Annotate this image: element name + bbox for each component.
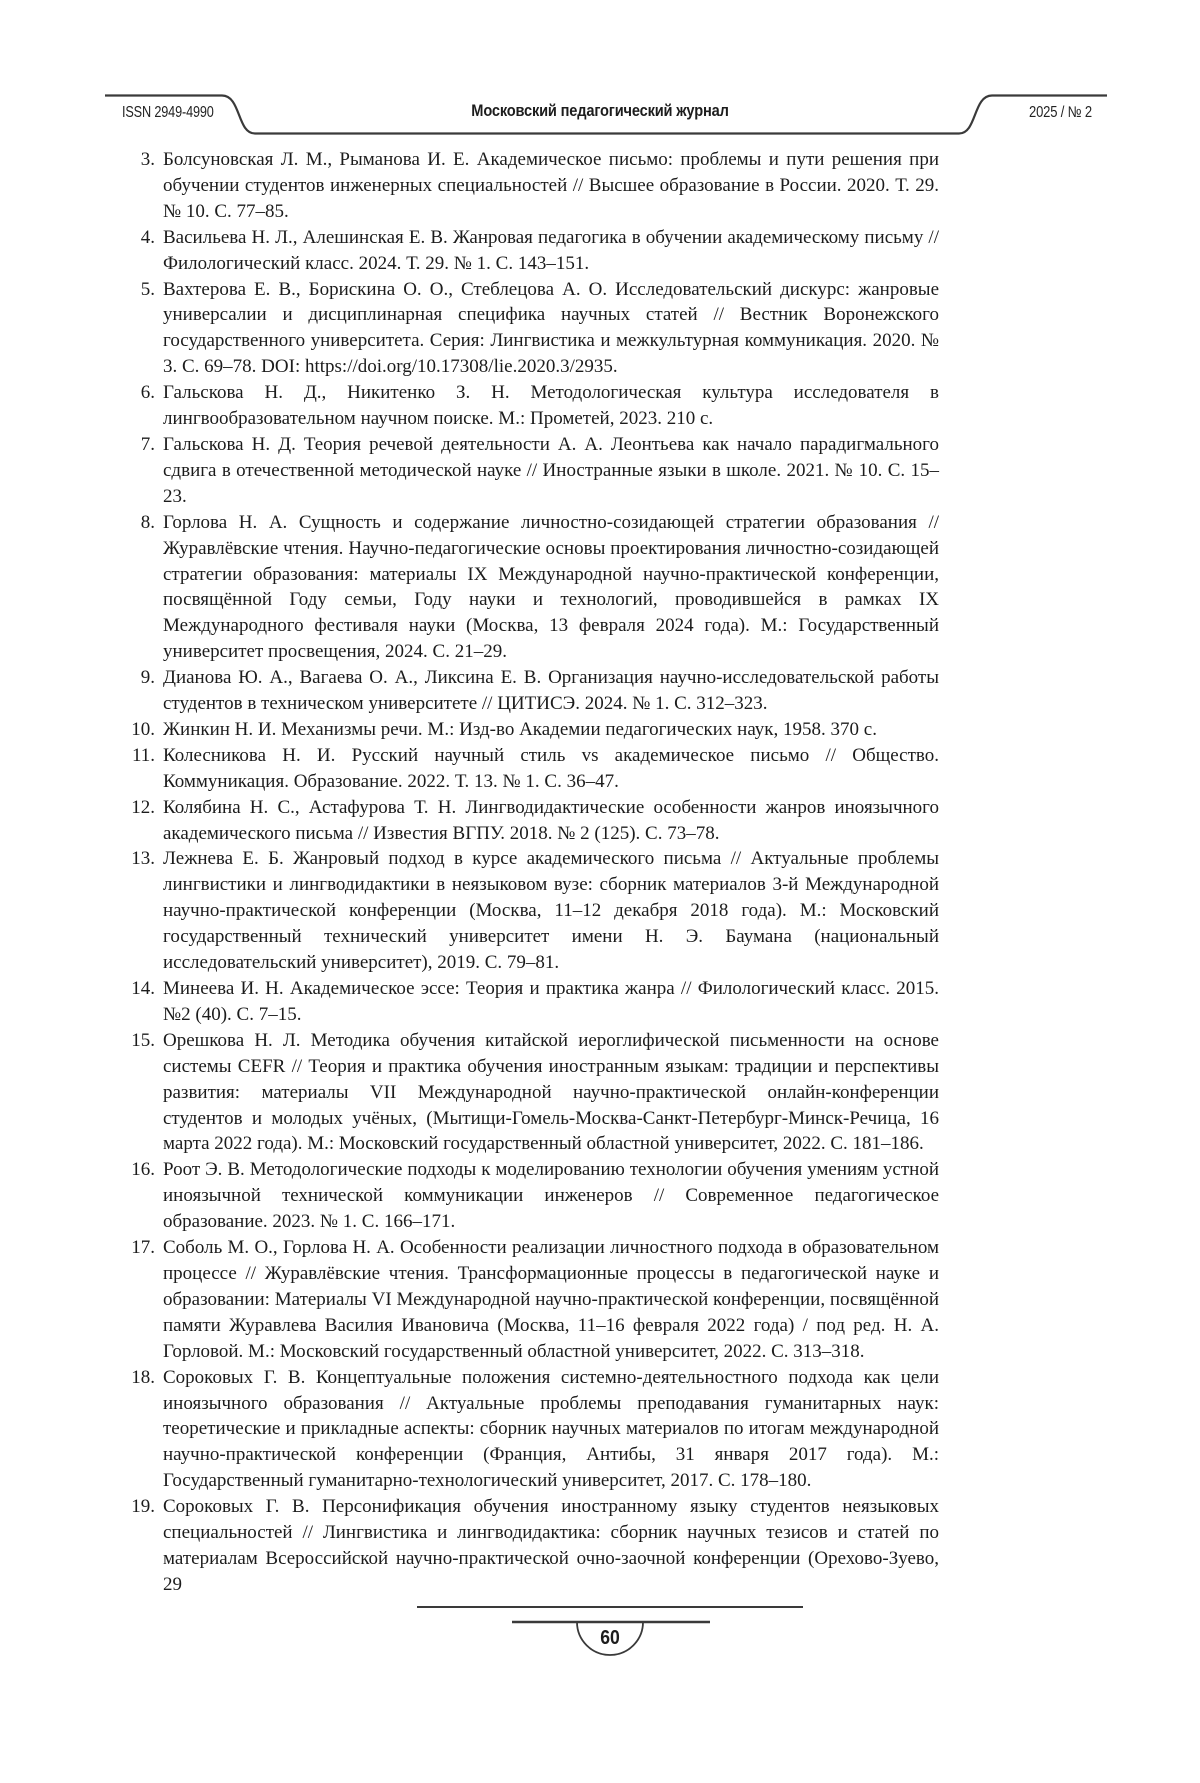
reference-number: 19. bbox=[131, 1496, 155, 1518]
reference-item bbox=[131, 1235, 939, 1365]
reference-text: Гальскова Н. Д. Теория речевой деятельности А. А. Леонтьева как начало парадигмального сдвига в отечественной методической науке // Иностранные языки в школе. 2021. № 10. С. 15–23. bbox=[163, 433, 939, 507]
reference-item bbox=[131, 665, 939, 717]
reference-number: 16. bbox=[131, 1159, 155, 1181]
reference-item bbox=[131, 432, 939, 510]
reference-number: 3. bbox=[140, 149, 155, 170]
reference-text: Горлова Н. А. Сущность и содержание личностно-созидающей стратегии образования // Журавлёвские чтения. Научно-педагогические основы проектирования личностно-созидающей стратегии образования: материалы IX Международной научно-практической конференции, посвящённой Году семьи, Году науки и технологий, проводившейся в рамках IX Международного фестиваля науки (Москва, 13 февраля 2024 года). М.: Государственный университет просвещения, 2024. С. 21–29. bbox=[163, 511, 939, 663]
reference-text: Вахтерова Е. В., Борискина О. О., Стеблецова А. О. Исследовательский дискурс: жанровые универсалии и дисциплинарная специфика научных статей // Вестник Воронежского государственного университета. Серия: Лингвистика и межкультурная коммуникация. 2020. № 3. С. 69–78. DOI: https://doi.org/10.17308/lie.2020.3/2935. bbox=[163, 278, 939, 378]
reference-item bbox=[131, 795, 939, 847]
reference-text: Гальскова Н. Д., Никитенко З. Н. Методологическая культура исследователя в лингвообразовательном научном поиске. М.: Прометей, 2023. 210 с. bbox=[163, 382, 939, 430]
reference-number: 6. bbox=[140, 382, 155, 404]
reference-number: 17. bbox=[131, 1237, 155, 1259]
header-rule bbox=[0, 0, 1200, 170]
reference-text: Минеева И. Н. Академическое эссе: Теория и практика жанра // Филологический класс. 2015. №2 (40). С. 7–15. bbox=[163, 978, 939, 1025]
reference-item bbox=[131, 1028, 939, 1158]
reference-number: 14. bbox=[131, 978, 155, 999]
reference-number: 15. bbox=[131, 1029, 155, 1051]
reference-item bbox=[131, 277, 939, 381]
reference-item bbox=[131, 380, 939, 432]
reference-item bbox=[131, 147, 939, 225]
reference-item bbox=[131, 510, 939, 665]
reference-text: Соболь М. О., Горлова Н. А. Особенности реализации личностного подхода в образовательном процессе // Журавлёвские чтения. Трансформационные процессы в педагогической науке и образовании: Материалы VI Международной научно-практической конференции, посвящённой памяти Журавлева Василия Ивановича (Москва, 11–16 февраля 2022 года) / под ред. Н. А. Горловой. М.: Московский государственный областной университет, 2022. С. 313–318. bbox=[163, 1237, 939, 1362]
reference-text: Сороковых Г. В. Персонификация обучения иностранному языку студентов неязыковых специальностей // Лингвистика и лингводидактика: сборник научных тезисов и статей по материалам Всероссийской научно-практической очно-заочной конференции (Орехово-Зуево, 29 bbox=[163, 1496, 939, 1595]
reference-text: Васильева Н. Л., Алешинская Е. В. Жанровая педагогика в обучении академическому письму // Филологический класс. 2024. Т. 29. № 1. С. 143–151. bbox=[163, 226, 939, 274]
reference-item bbox=[131, 717, 939, 743]
reference-item bbox=[131, 1494, 939, 1598]
reference-number: 5. bbox=[140, 278, 155, 300]
page-number: 60 bbox=[600, 1627, 620, 1649]
reference-item bbox=[131, 1365, 939, 1495]
reference-item bbox=[131, 1157, 939, 1235]
issn-label: ISSN 2949-4990 bbox=[122, 104, 214, 121]
reference-item bbox=[131, 976, 939, 1028]
reference-number: 12. bbox=[131, 796, 155, 818]
reference-text: Роот Э. В. Методологические подходы к моделированию технологии обучения умениям устной иноязычной технической коммуникации инженеров // Современное педагогическое образование. 2023. № 1. С. 166–171. bbox=[163, 1159, 939, 1233]
reference-number: 10. bbox=[131, 718, 155, 740]
reference-text: Колесникова Н. И. Русский научный стиль vs академическое письмо // Общество. Коммуникация. Образование. 2022. Т. 13. № 1. С. 36–47. bbox=[163, 744, 939, 792]
reference-text: Лежнева Е. Б. Жанровый подход в курсе академического письма // Актуальные проблемы лингвистики и лингводидактики в неязыковом вузе: сборник материалов 3-й Международной научно-практической конференции (Москва, 11–12 декабря 2018 года). М.: Московский государственный технический университет имени Н. Э. Баумана (национальный исследовательский университет), 2019. С. 79–81. bbox=[163, 848, 939, 974]
issue-label: 2025 / № 2 bbox=[1029, 104, 1092, 121]
reference-text: Болсуновская Л. М., Рыманова И. Е. Академическое письмо: проблемы и пути решения при обучении студентов инженерных специальностей // Высшее образование в России. 2020. Т. 29. № 10. С. 77–85. bbox=[163, 149, 939, 222]
reference-text: Жинкин Н. И. Механизмы речи. М.: Изд-во Академии педагогических наук, 1958. 370 с. bbox=[163, 718, 877, 740]
reference-number: 4. bbox=[140, 226, 155, 248]
reference-item bbox=[131, 743, 939, 795]
reference-number: 8. bbox=[140, 511, 155, 533]
reference-number: 7. bbox=[140, 433, 155, 455]
reference-number: 9. bbox=[140, 667, 155, 689]
reference-number: 13. bbox=[131, 848, 155, 870]
reference-text: Дианова Ю. А., Вагаева О. А., Ликсина Е. В. Организация научно-исследовательской работы студентов в техническом университете // ЦИТИСЭ. 2024. № 1. С. 312–323. bbox=[163, 667, 939, 715]
reference-item bbox=[131, 846, 939, 976]
reference-number: 18. bbox=[131, 1366, 155, 1388]
journal-title: Московский педагогический журнал bbox=[471, 101, 729, 120]
reference-text: Колябина Н. С., Астафурова Т. Н. Лингводидактические особенности жанров иноязычного академического письма // Известия ВГПУ. 2018. № 2 (125). С. 73–78. bbox=[163, 796, 939, 844]
reference-text: Орешкова Н. Л. Методика обучения китайской иероглифической письменности на основе системы CEFR // Теория и практика обучения иностранным языкам: традиции и перспективы развития: материалы VII Международной научно-практической онлайн-конференции студентов и молодых учёных, (Мытищи-Гомель-Москва-Санкт-Петербург-Минск-Речица, 16 марта 2022 года). М.: Московский государственный областной университет, 2022. С. 181–186. bbox=[163, 1029, 939, 1155]
reference-text: Сороковых Г. В. Концептуальные положения системно-деятельностного подхода как цели иноязычного образования // Актуальные проблемы преподавания гуманитарных наук: теоретические и прикладные аспекты: сборник научных материалов по итогам международной научно-практической конференции (Франция, Антибы, 31 января 2017 года). М.: Государственный гуманитарно-технологический университет, 2017. С. 178–180. bbox=[163, 1366, 939, 1492]
reference-number: 11. bbox=[131, 744, 155, 766]
references-list bbox=[131, 147, 939, 1598]
reference-item bbox=[131, 225, 939, 277]
